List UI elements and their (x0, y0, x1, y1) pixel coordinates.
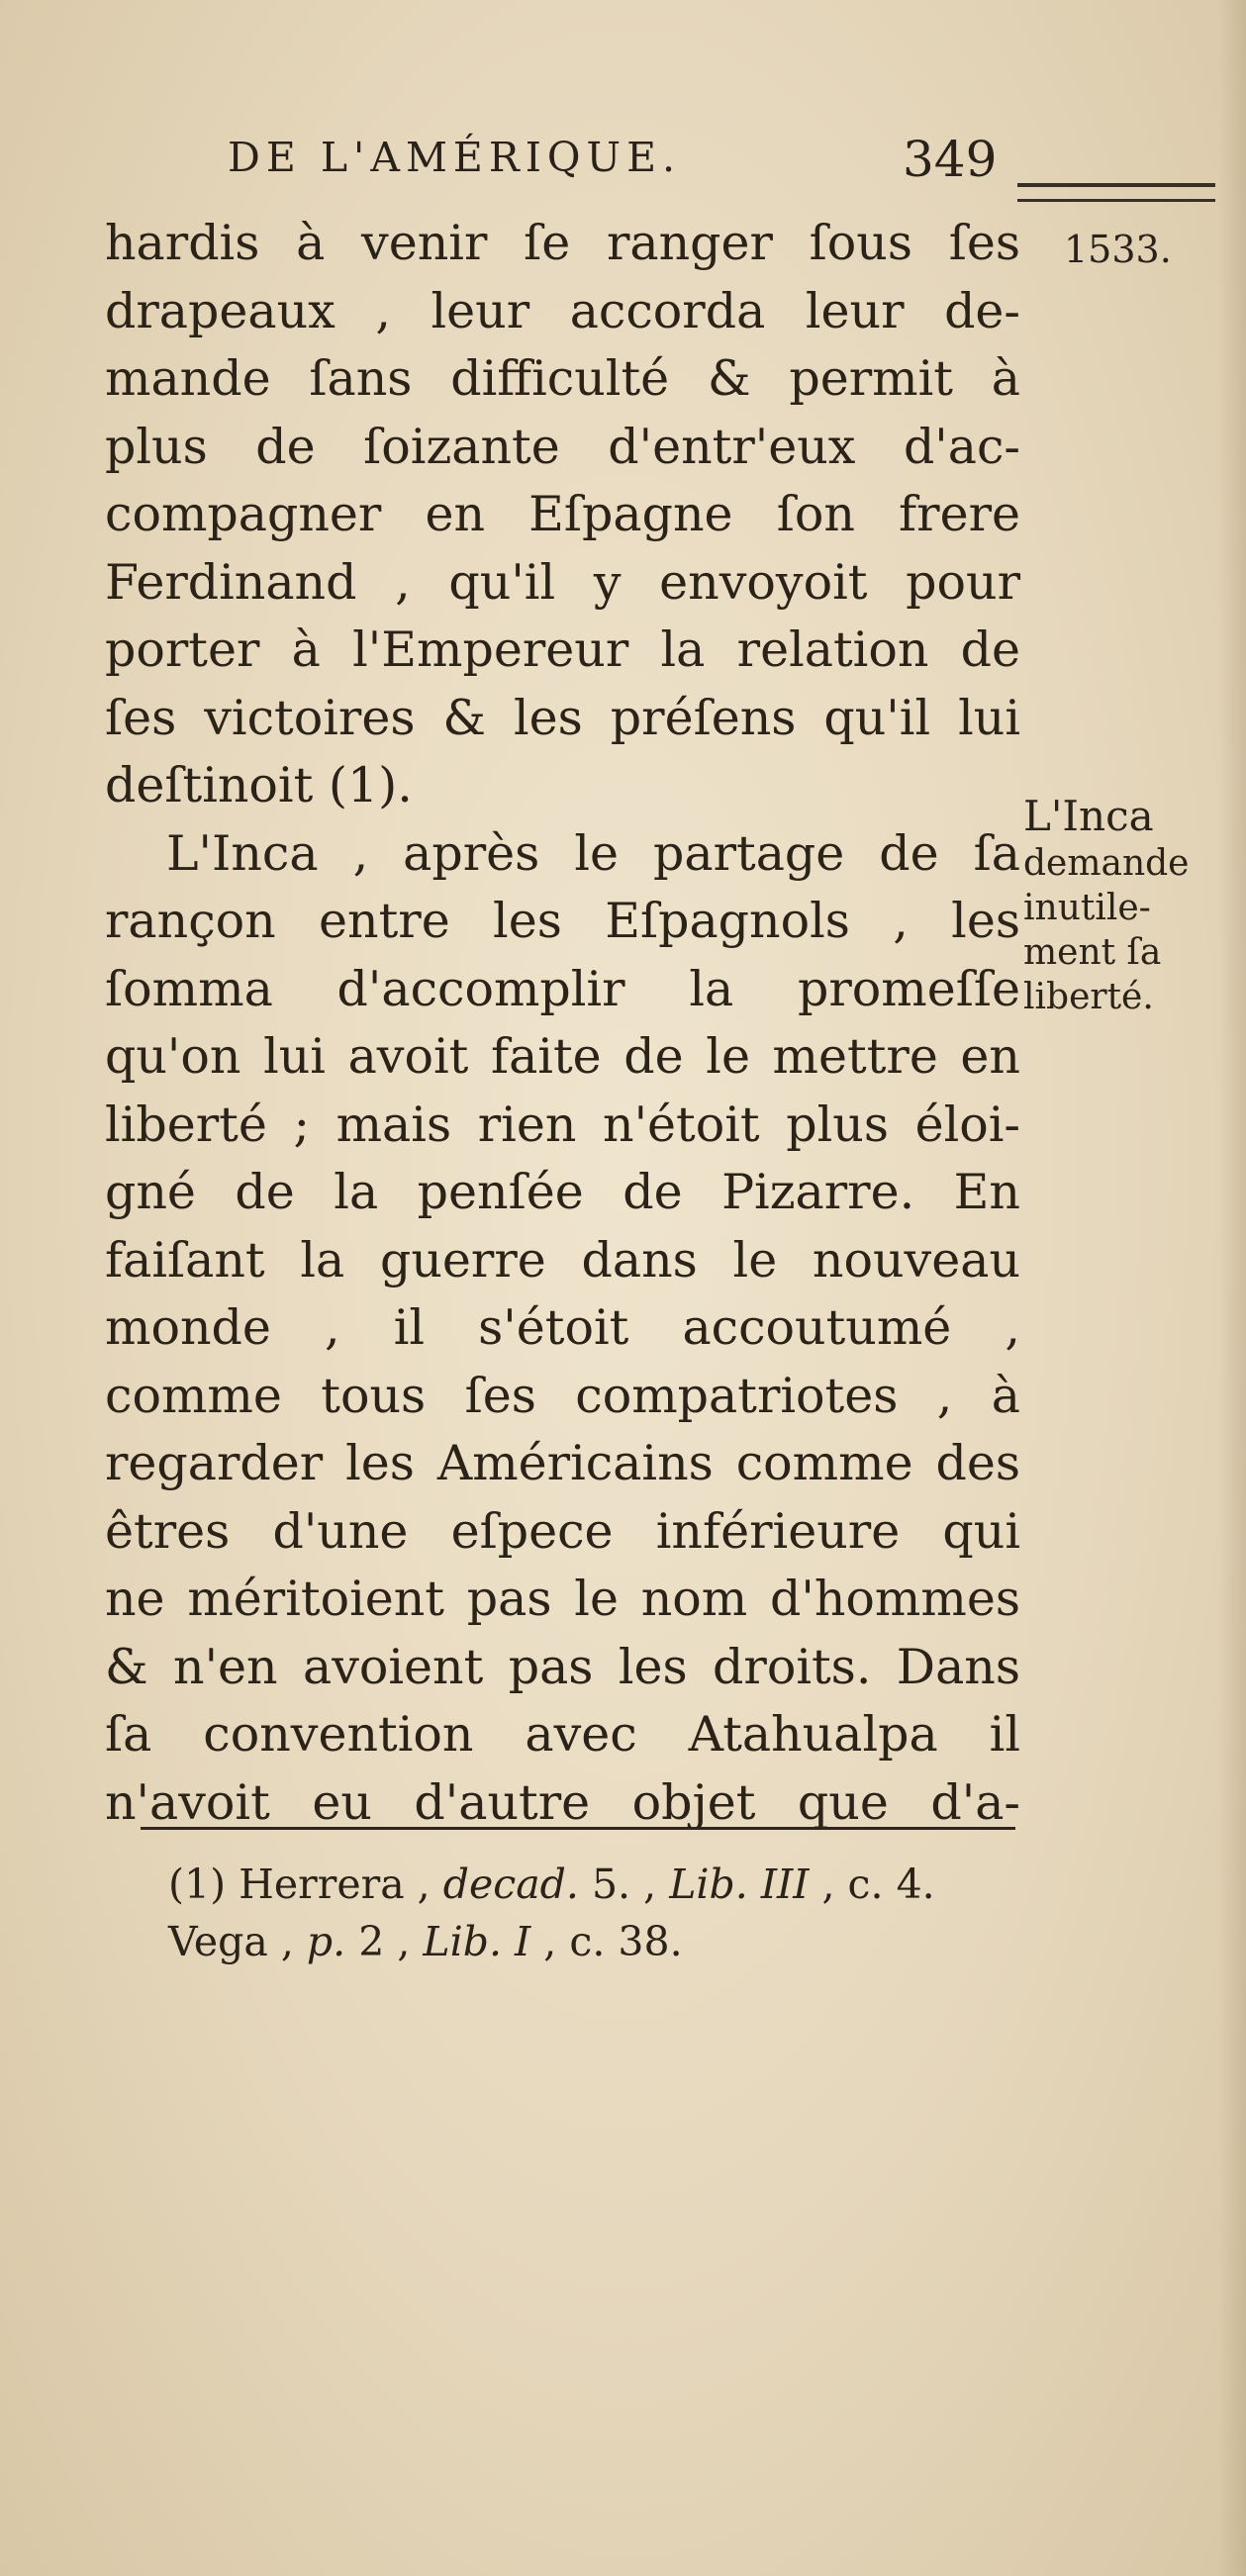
text-line: ſomma d'accomplir la promeſſe (105, 960, 1020, 1017)
text-line: êtres d'une eſpece inférieure qui (105, 1502, 1020, 1560)
text-line: regarder les Américains comme des (105, 1435, 1020, 1491)
text-line: ſes victoires & les préſens qu'il lui (105, 689, 1020, 746)
text-line: compagner en Eſpagne ſon frere (105, 486, 1020, 542)
body-text (105, 210, 1020, 1837)
margin-note-line: ment ſa (1023, 932, 1162, 973)
text-line: plus de ſoizante d'entr'eux d'ac- (105, 418, 1020, 475)
text-line: porter à l'Empereur la relation de (105, 621, 1020, 678)
text-line: gné de la penſée de Pizarre. En (105, 1164, 1020, 1220)
text-line: drapeaux , leur accorda leur de- (105, 282, 1020, 339)
running-title: DE L'AMÉRIQUE. (228, 134, 682, 181)
page-number: 349 (903, 131, 998, 188)
margin-note-line: L'Inca (1023, 792, 1154, 840)
footnotes (168, 1856, 1039, 1970)
text-line: L'Inca , après le partage de ſa (166, 824, 1020, 882)
footnote-text: , c. 38. (530, 1918, 683, 1965)
footnote-line (168, 1913, 1039, 1970)
footnote-italic: Lib. I (423, 1918, 531, 1965)
footnote-text: 5. , (578, 1860, 670, 1908)
text-line: ne méritoient pas le nom d'hommes (105, 1571, 1020, 1627)
footnote-text: (1) Herrera , (168, 1860, 443, 1908)
margin-note-line: inutile- (1023, 888, 1151, 928)
text-line: mande ſans difficulté & permit à (105, 350, 1020, 407)
margin-note-line: liberté. (1023, 977, 1154, 1017)
text-line: liberté ; mais rien n'étoit plus éloi- (105, 1096, 1020, 1153)
footnote-rule (141, 1827, 1015, 1830)
text-line: n'avoit eu d'autre objet que d'a- (105, 1773, 1020, 1831)
text-line: deſtinoit (1). (105, 757, 413, 813)
text-line: rançon entre les Eſpagnols , les (105, 893, 1020, 949)
page-edge-shadow (1218, 0, 1246, 2576)
text-line: ſa convention avec Atahualpa il (105, 1706, 1020, 1763)
margin-note-line: demande (1023, 843, 1190, 884)
footnote-italic: decad. (442, 1860, 579, 1908)
text-line: monde , il s'étoit accoutumé , (105, 1299, 1020, 1356)
text-line: & n'en avoient pas les droits. Dans (105, 1638, 1020, 1695)
margin-year: 1533. (1064, 228, 1172, 271)
text-line: hardis à venir ſe ranger ſous ſes (105, 215, 1020, 271)
text-line: faiſant la guerre dans le nouveau (105, 1231, 1020, 1288)
footnote-italic: p. (306, 1918, 346, 1965)
text-line: Ferdinand , qu'il y envoyoit pour (105, 553, 1020, 611)
footnote-text: 2 , (345, 1918, 424, 1965)
header-rule (1017, 183, 1215, 202)
footnote-line (168, 1856, 1039, 1913)
footnote-text: , c. 4. (809, 1860, 935, 1908)
margin-note (1023, 792, 1236, 1019)
text-line: comme tous ſes compatriotes , à (105, 1367, 1020, 1424)
text-line: qu'on lui avoit faite de le mettre en (105, 1028, 1020, 1085)
footnote-text: Vega , (168, 1918, 307, 1965)
footnote-italic: Lib. III (669, 1860, 810, 1908)
